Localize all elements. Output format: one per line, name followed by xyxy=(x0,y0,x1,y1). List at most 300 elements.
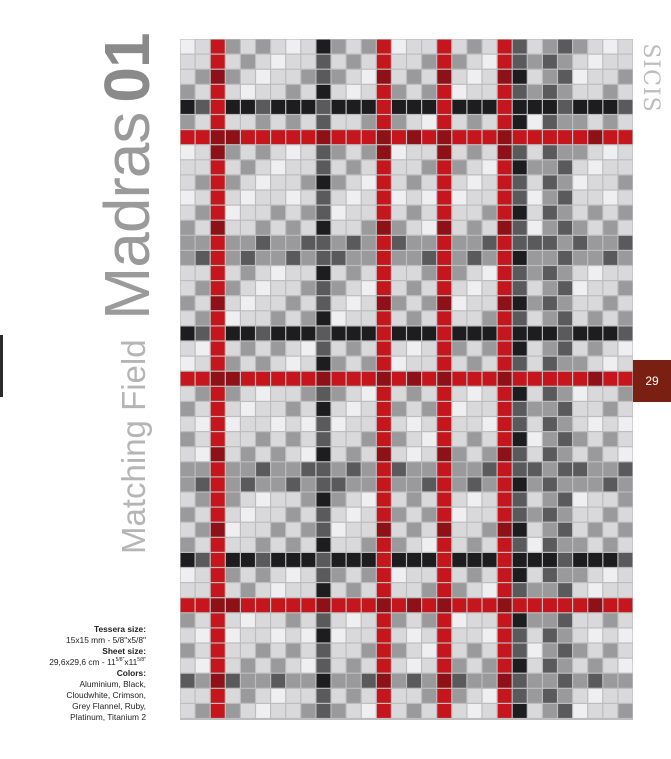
mosaic-tessera xyxy=(301,221,315,235)
mosaic-tessera xyxy=(211,266,225,280)
mosaic-tessera xyxy=(181,100,195,114)
mosaic-tessera xyxy=(588,85,602,99)
mosaic-tessera xyxy=(347,432,361,446)
mosaic-tessera xyxy=(317,553,331,567)
mosaic-tessera xyxy=(241,417,255,431)
mosaic-tessera xyxy=(468,568,482,582)
mosaic-tessera xyxy=(211,417,225,431)
mosaic-tessera xyxy=(468,296,482,310)
mosaic-tessera xyxy=(241,311,255,325)
mosaic-tessera xyxy=(573,130,587,144)
mosaic-tessera xyxy=(407,402,421,416)
mosaic-tessera xyxy=(603,160,617,174)
mosaic-tessera xyxy=(468,644,482,658)
mosaic-tessera xyxy=(241,629,255,643)
mosaic-tessera xyxy=(196,357,210,371)
mosaic-tessera xyxy=(211,70,225,84)
mosaic-tessera xyxy=(483,613,497,627)
mosaic-tessera xyxy=(588,206,602,220)
mosaic-tessera xyxy=(347,130,361,144)
mosaic-tessera xyxy=(588,538,602,552)
mosaic-tessera xyxy=(422,251,436,265)
mosaic-tessera xyxy=(181,55,195,69)
mosaic-tessera xyxy=(196,598,210,612)
mosaic-tessera xyxy=(211,130,225,144)
mosaic-tessera xyxy=(301,115,315,129)
mosaic-tessera xyxy=(301,387,315,401)
mosaic-tessera xyxy=(392,357,406,371)
mosaic-tessera xyxy=(407,598,421,612)
mosaic-tessera xyxy=(422,689,436,703)
mosaic-tessera xyxy=(362,462,376,476)
mosaic-tessera xyxy=(332,523,346,537)
mosaic-tessera xyxy=(468,100,482,114)
sheet-size-value: 29,6x29,6 cm - $11^{5/8"}x11^{5/8"}$ xyxy=(49,657,146,667)
mosaic-tessera xyxy=(271,342,285,356)
mosaic-tessera xyxy=(452,221,466,235)
mosaic-tessera xyxy=(422,281,436,295)
mosaic-tessera xyxy=(437,342,451,356)
mosaic-tessera xyxy=(347,236,361,250)
mosaic-tessera xyxy=(498,130,512,144)
mosaic-tessera xyxy=(286,145,300,159)
mosaic-tessera xyxy=(271,70,285,84)
mosaic-tessera xyxy=(619,613,633,627)
mosaic-tessera xyxy=(271,644,285,658)
mosaic-tessera xyxy=(347,372,361,386)
mosaic-tessera xyxy=(468,674,482,688)
mosaic-tessera xyxy=(256,311,270,325)
mosaic-tessera xyxy=(603,689,617,703)
mosaic-tessera xyxy=(573,70,587,84)
mosaic-tessera xyxy=(603,644,617,658)
mosaic-tessera xyxy=(422,176,436,190)
mosaic-tessera xyxy=(407,236,421,250)
mosaic-tessera xyxy=(211,704,225,718)
mosaic-tessera xyxy=(588,508,602,522)
mosaic-tessera xyxy=(422,583,436,597)
mosaic-tessera xyxy=(286,266,300,280)
mosaic-tessera xyxy=(362,372,376,386)
mosaic-tessera xyxy=(573,447,587,461)
mosaic-tessera xyxy=(196,659,210,673)
mosaic-tessera xyxy=(271,613,285,627)
mosaic-tessera xyxy=(377,432,391,446)
mosaic-tessera xyxy=(422,629,436,643)
mosaic-tessera xyxy=(558,478,572,492)
mosaic-tessera xyxy=(332,70,346,84)
mosaic-tessera xyxy=(573,357,587,371)
mosaic-tessera xyxy=(422,704,436,718)
mosaic-tessera xyxy=(619,432,633,446)
mosaic-tessera xyxy=(483,327,497,341)
mosaic-tessera xyxy=(588,644,602,658)
mosaic-tessera xyxy=(498,281,512,295)
mosaic-tessera xyxy=(543,251,557,265)
mosaic-tessera xyxy=(362,674,376,688)
mosaic-tessera xyxy=(332,311,346,325)
mosaic-tessera xyxy=(181,659,195,673)
mosaic-tessera xyxy=(211,357,225,371)
mosaic-tessera xyxy=(286,553,300,567)
mosaic-tessera xyxy=(498,221,512,235)
mosaic-tessera xyxy=(256,387,270,401)
mosaic-tessera xyxy=(347,145,361,159)
mosaic-tessera xyxy=(301,357,315,371)
mosaic-tessera xyxy=(528,462,542,476)
mosaic-tessera xyxy=(256,206,270,220)
mosaic-tessera xyxy=(286,659,300,673)
mosaic-tessera xyxy=(437,191,451,205)
mosaic-tessera xyxy=(377,387,391,401)
mosaic-tessera xyxy=(468,613,482,627)
subtitle-text: Matching Field xyxy=(115,339,152,554)
mosaic-tessera xyxy=(452,704,466,718)
mosaic-tessera xyxy=(301,70,315,84)
mosaic-tessera xyxy=(301,478,315,492)
mosaic-tessera xyxy=(422,191,436,205)
mosaic-tessera xyxy=(392,221,406,235)
mosaic-tessera xyxy=(619,387,633,401)
mosaic-tessera xyxy=(211,447,225,461)
mosaic-tessera xyxy=(437,281,451,295)
mosaic-tessera xyxy=(286,357,300,371)
mosaic-tessera xyxy=(362,523,376,537)
mosaic-tessera xyxy=(196,432,210,446)
mosaic-tessera xyxy=(452,568,466,582)
mosaic-tessera xyxy=(241,387,255,401)
mosaic-tessera xyxy=(271,281,285,295)
mosaic-tessera xyxy=(347,538,361,552)
mosaic-tessera xyxy=(317,523,331,537)
mosaic-tessera xyxy=(347,689,361,703)
mosaic-tessera xyxy=(422,85,436,99)
mosaic-tessera xyxy=(181,674,195,688)
mosaic-tessera xyxy=(619,251,633,265)
mosaic-tessera xyxy=(422,478,436,492)
mosaic-tessera xyxy=(603,402,617,416)
mosaic-tessera xyxy=(619,85,633,99)
mosaic-tessera xyxy=(196,493,210,507)
mosaic-tessera xyxy=(468,493,482,507)
mosaic-tessera xyxy=(513,145,527,159)
mosaic-tessera xyxy=(226,55,240,69)
mosaic-tessera xyxy=(317,221,331,235)
mosaic-tessera xyxy=(528,508,542,522)
mosaic-tessera xyxy=(377,342,391,356)
mosaic-tessera xyxy=(301,553,315,567)
mosaic-tessera xyxy=(452,462,466,476)
mosaic-tessera xyxy=(528,629,542,643)
mosaic-tessera xyxy=(422,417,436,431)
mosaic-tessera xyxy=(573,568,587,582)
mosaic-tessera xyxy=(452,236,466,250)
mosaic-tessera xyxy=(573,191,587,205)
mosaic-tessera xyxy=(301,251,315,265)
mosaic-tessera xyxy=(226,70,240,84)
mosaic-tessera xyxy=(211,100,225,114)
mosaic-tessera xyxy=(241,523,255,537)
mosaic-tessera xyxy=(271,538,285,552)
mosaic-tessera xyxy=(286,402,300,416)
mosaic-tessera xyxy=(181,417,195,431)
mosaic-tessera xyxy=(558,85,572,99)
mosaic-tessera xyxy=(558,145,572,159)
mosaic-tessera xyxy=(377,327,391,341)
mosaic-tessera xyxy=(196,568,210,582)
colors-line-3: Grey Flannel, Ruby, xyxy=(72,701,146,711)
mosaic-tessera xyxy=(407,176,421,190)
mosaic-tessera xyxy=(196,523,210,537)
mosaic-tessera xyxy=(286,251,300,265)
mosaic-tessera xyxy=(422,221,436,235)
mosaic-tessera xyxy=(226,462,240,476)
mosaic-tessera xyxy=(226,523,240,537)
mosaic-tessera xyxy=(513,70,527,84)
mosaic-tessera xyxy=(211,568,225,582)
mosaic-tessera xyxy=(241,342,255,356)
mosaic-tessera xyxy=(513,55,527,69)
mosaic-tessera xyxy=(362,432,376,446)
mosaic-tessera xyxy=(301,236,315,250)
mosaic-tessera xyxy=(603,523,617,537)
mosaic-tessera xyxy=(528,689,542,703)
mosaic-tessera xyxy=(392,251,406,265)
mosaic-tessera xyxy=(573,462,587,476)
mosaic-tessera xyxy=(483,236,497,250)
mosaic-tessera xyxy=(558,659,572,673)
mosaic-tessera xyxy=(226,311,240,325)
mosaic-tessera xyxy=(332,191,346,205)
mosaic-tessera xyxy=(543,206,557,220)
mosaic-tessera xyxy=(468,508,482,522)
mosaic-tessera xyxy=(377,523,391,537)
mosaic-tessera xyxy=(588,629,602,643)
mosaic-tessera xyxy=(437,40,451,54)
mosaic-tessera xyxy=(498,266,512,280)
mosaic-tessera xyxy=(241,613,255,627)
mosaic-tessera xyxy=(256,115,270,129)
mosaic-tessera xyxy=(483,478,497,492)
mosaic-tessera xyxy=(332,387,346,401)
mosaic-tessera xyxy=(437,206,451,220)
mosaic-tessera xyxy=(483,598,497,612)
mosaic-tessera xyxy=(241,55,255,69)
mosaic-tessera xyxy=(603,40,617,54)
mosaic-tessera xyxy=(573,236,587,250)
mosaic-tessera xyxy=(271,100,285,114)
mosaic-tessera xyxy=(558,613,572,627)
mosaic-tessera xyxy=(196,478,210,492)
mosaic-tessera xyxy=(271,40,285,54)
mosaic-tessera xyxy=(211,55,225,69)
mosaic-tessera xyxy=(528,236,542,250)
mosaic-tessera xyxy=(241,357,255,371)
mosaic-tessera xyxy=(558,40,572,54)
mosaic-tessera xyxy=(407,538,421,552)
mosaic-tessera xyxy=(286,462,300,476)
mosaic-tessera xyxy=(362,311,376,325)
mosaic-tessera xyxy=(603,327,617,341)
mosaic-tessera xyxy=(362,40,376,54)
mosaic-tessera xyxy=(422,206,436,220)
mosaic-tessera xyxy=(422,70,436,84)
mosaic-tessera xyxy=(468,342,482,356)
mosaic-tessera xyxy=(528,523,542,537)
mosaic-tessera xyxy=(588,402,602,416)
mosaic-tessera xyxy=(317,629,331,643)
mosaic-tessera xyxy=(483,70,497,84)
mosaic-tessera xyxy=(558,644,572,658)
mosaic-tessera xyxy=(437,644,451,658)
mosaic-tessera xyxy=(468,387,482,401)
mosaic-tessera xyxy=(226,538,240,552)
mosaic-tessera xyxy=(407,523,421,537)
mosaic-tessera xyxy=(588,327,602,341)
mosaic-tessera xyxy=(468,357,482,371)
mosaic-tessera xyxy=(422,115,436,129)
mosaic-tessera xyxy=(573,100,587,114)
mosaic-tessera xyxy=(558,538,572,552)
mosaic-tessera xyxy=(498,538,512,552)
mosaic-tessera xyxy=(271,357,285,371)
mosaic-tessera xyxy=(543,659,557,673)
mosaic-tessera xyxy=(573,629,587,643)
mosaic-tessera xyxy=(392,70,406,84)
mosaic-tessera xyxy=(317,417,331,431)
mosaic-tessera xyxy=(301,598,315,612)
mosaic-tessera xyxy=(317,387,331,401)
mosaic-tessera xyxy=(196,191,210,205)
mosaic-tessera xyxy=(241,402,255,416)
mosaic-tessera xyxy=(513,598,527,612)
mosaic-tessera xyxy=(452,402,466,416)
mosaic-tessera xyxy=(437,115,451,129)
mosaic-tessera xyxy=(452,689,466,703)
mosaic-tessera xyxy=(603,176,617,190)
mosaic-tessera xyxy=(558,176,572,190)
mosaic-tessera xyxy=(573,583,587,597)
mosaic-tessera xyxy=(483,644,497,658)
mosaic-tessera xyxy=(347,251,361,265)
mosaic-tessera xyxy=(271,191,285,205)
mosaic-tessera xyxy=(211,221,225,235)
mosaic-tessera xyxy=(181,85,195,99)
mosaic-tessera xyxy=(301,613,315,627)
mosaic-tessera xyxy=(498,613,512,627)
mosaic-tessera xyxy=(347,523,361,537)
mosaic-tessera xyxy=(588,387,602,401)
mosaic-tessera xyxy=(256,553,270,567)
mosaic-tessera xyxy=(211,462,225,476)
mosaic-tessera xyxy=(181,508,195,522)
mosaic-tessera xyxy=(619,508,633,522)
mosaic-tessera xyxy=(452,311,466,325)
mosaic-tessera xyxy=(256,402,270,416)
mosaic-tessera xyxy=(437,447,451,461)
mosaic-tessera xyxy=(332,674,346,688)
mosaic-tessera xyxy=(543,478,557,492)
mosaic-tessera xyxy=(332,508,346,522)
mosaic-tessera xyxy=(317,115,331,129)
mosaic-tessera xyxy=(392,296,406,310)
mosaic-tessera xyxy=(377,553,391,567)
mosaic-tessera xyxy=(347,115,361,129)
mosaic-tessera xyxy=(603,583,617,597)
mosaic-tessera xyxy=(256,417,270,431)
mosaic-tessera xyxy=(498,568,512,582)
mosaic-tessera xyxy=(286,342,300,356)
mosaic-tessera xyxy=(422,613,436,627)
mosaic-tessera xyxy=(377,493,391,507)
mosaic-tessera xyxy=(407,266,421,280)
mosaic-tessera xyxy=(528,176,542,190)
mosaic-tessera xyxy=(226,40,240,54)
mosaic-tessera xyxy=(407,478,421,492)
mosaic-tessera xyxy=(362,704,376,718)
mosaic-tessera xyxy=(181,145,195,159)
mosaic-tessera xyxy=(422,145,436,159)
mosaic-tessera xyxy=(332,372,346,386)
mosaic-tessera xyxy=(513,447,527,461)
mosaic-tessera xyxy=(317,100,331,114)
mosaic-tessera xyxy=(437,659,451,673)
mosaic-tessera xyxy=(619,160,633,174)
mosaic-tessera xyxy=(498,311,512,325)
mosaic-tessera xyxy=(301,704,315,718)
mosaic-tessera xyxy=(377,70,391,84)
mosaic-tessera xyxy=(226,674,240,688)
mosaic-tessera xyxy=(468,130,482,144)
mosaic-tessera xyxy=(498,417,512,431)
colors-line-1: Aluminium, Black, xyxy=(79,679,146,689)
mosaic-tessera xyxy=(271,674,285,688)
mosaic-tessera xyxy=(226,417,240,431)
mosaic-tessera xyxy=(619,629,633,643)
mosaic-tessera xyxy=(256,689,270,703)
mosaic-tessera xyxy=(256,221,270,235)
mosaic-tessera xyxy=(468,266,482,280)
mosaic-tessera xyxy=(528,659,542,673)
mosaic-tessera xyxy=(392,462,406,476)
mosaic-tessera xyxy=(483,447,497,461)
mosaic-tessera xyxy=(407,659,421,673)
mosaic-tessera xyxy=(211,553,225,567)
mosaic-tessera xyxy=(196,689,210,703)
mosaic-tessera xyxy=(603,538,617,552)
mosaic-tessera xyxy=(196,145,210,159)
mosaic-tessera xyxy=(211,115,225,129)
mosaic-tessera xyxy=(226,100,240,114)
mosaic-tessera xyxy=(226,583,240,597)
mosaic-tessera xyxy=(392,417,406,431)
mosaic-tessera xyxy=(181,130,195,144)
mosaic-tessera xyxy=(332,130,346,144)
mosaic-tessera xyxy=(437,85,451,99)
mosaic-tessera xyxy=(377,40,391,54)
mosaic-tessera xyxy=(528,447,542,461)
mosaic-tessera xyxy=(483,402,497,416)
mosaic-tessera xyxy=(377,689,391,703)
mosaic-tessera xyxy=(513,462,527,476)
mosaic-tessera xyxy=(301,523,315,537)
mosaic-tessera xyxy=(362,221,376,235)
mosaic-tessera xyxy=(256,493,270,507)
mosaic-tessera xyxy=(362,296,376,310)
mosaic-tessera xyxy=(513,40,527,54)
mosaic-tessera xyxy=(619,115,633,129)
mosaic-tessera xyxy=(181,115,195,129)
